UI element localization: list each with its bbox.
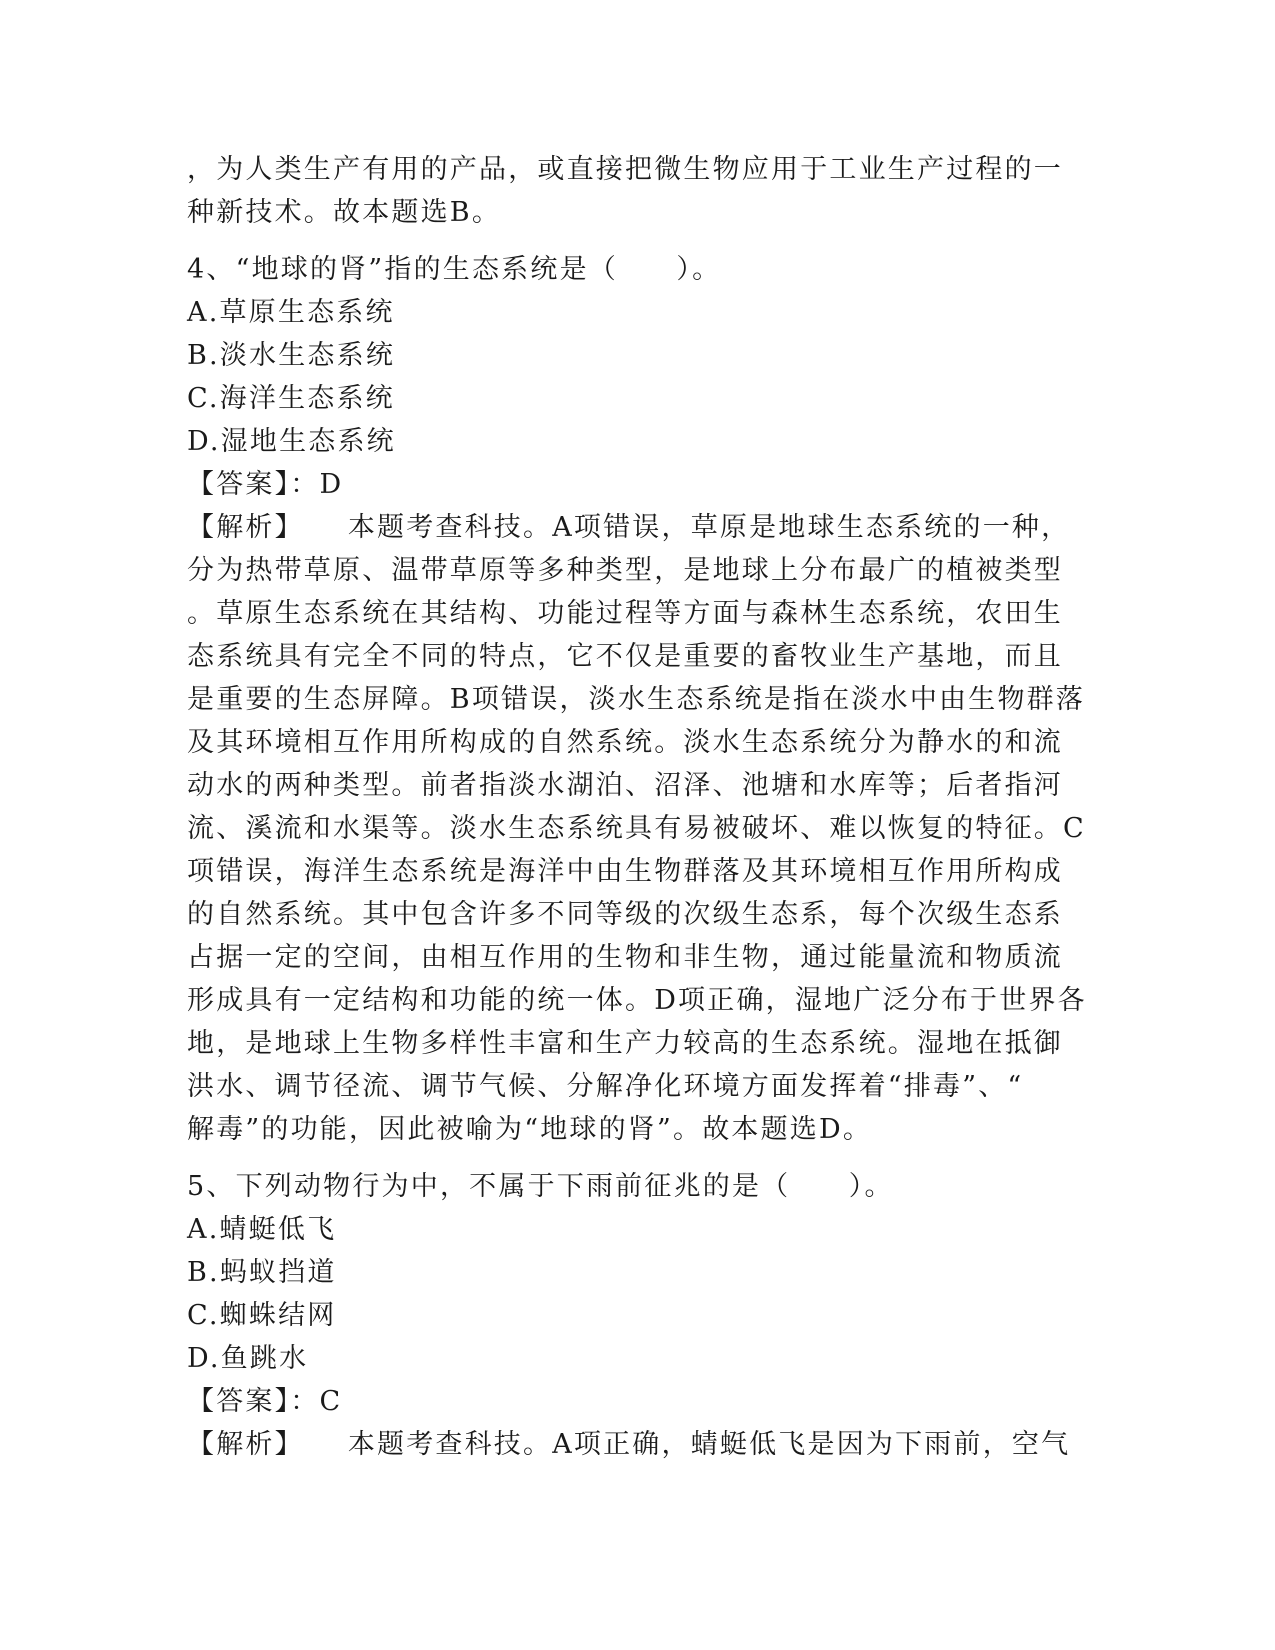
text-line: ，为人类生产有用的产品，或直接把微生物应用于工业生产过程的一 — [187, 154, 1063, 185]
option-d: D.鱼跳水 — [187, 1343, 309, 1374]
option-a: A.蜻蜓低飞 — [187, 1214, 337, 1245]
option-c: C.蜘蛛结网 — [187, 1300, 337, 1331]
analysis-label: 【解析】 — [187, 1429, 304, 1460]
option-c: C.海洋生态系统 — [187, 383, 395, 414]
option-d: D.湿地生态系统 — [187, 426, 396, 457]
analysis-line: 占据一定的空间，由相互作用的生物和非生物，通过能量流和物质流 — [187, 942, 1063, 973]
option-b: B.蚂蚁挡道 — [187, 1257, 337, 1288]
answer-value: C — [319, 1386, 343, 1417]
page-content — [187, 148, 1087, 1466]
text-line: 种新技术。故本题选B。 — [187, 197, 502, 228]
option-a: A.草原生态系统 — [187, 297, 395, 328]
analysis-line: 项错误，海洋生态系统是海洋中由生物群落及其环境相互作用所构成 — [187, 856, 1063, 887]
analysis-line: 洪水、调节径流、调节气候、分解净化环境方面发挥着“排毒”、“ — [187, 1071, 1024, 1102]
question-5 — [187, 1165, 1087, 1466]
analysis-first-line — [187, 1423, 1087, 1466]
analysis-line: 。草原生态系统在其结构、功能过程等方面与森林生态系统，农田生 — [187, 598, 1063, 629]
analysis-line: 分为热带草原、温带草原等多种类型，是地球上分布最广的植被类型 — [187, 555, 1063, 586]
answer-value: D — [319, 469, 344, 500]
answer-line — [187, 1380, 1087, 1423]
analysis-line: 态系统具有完全不同的特点，它不仅是重要的畜牧业生产基地，而且 — [187, 641, 1063, 672]
answer-label: 【答案】： — [187, 1386, 320, 1417]
analysis-line: 流、溪流和水渠等。淡水生态系统具有易被破坏、难以恢复的特征。C — [187, 813, 1086, 844]
analysis-line: 动水的两种类型。前者指淡水湖泊、沼泽、池塘和水库等；后者指河 — [187, 770, 1063, 801]
analysis-line: 是重要的生态屏障。B项错误，淡水生态系统是指在淡水中由生物群落 — [187, 684, 1086, 715]
answer-line — [187, 463, 1087, 506]
analysis-line: 地，是地球上生物多样性丰富和生产力较高的生态系统。湿地在抵御 — [187, 1028, 1063, 1059]
analysis-line: 的自然系统。其中包含许多不同等级的次级生态系，每个次级生态系 — [187, 899, 1063, 930]
question-4 — [187, 248, 1087, 1151]
analysis-line: 解毒”的功能，因此被喻为“地球的肾”。故本题选D。 — [187, 1114, 873, 1145]
question-stem: 4、“地球的肾”指的生态系统是（ ）。 — [187, 254, 722, 285]
analysis-text: 本题考查科技。A项正确，蜻蜓低飞是因为下雨前，空气 — [347, 1429, 1071, 1460]
analysis-label: 【解析】 — [187, 512, 304, 543]
analysis-line: 形成具有一定结构和功能的统一体。D项正确，湿地广泛分布于世界各 — [187, 985, 1087, 1016]
analysis-line: 及其环境相互作用所构成的自然系统。淡水生态系统分为静水的和流 — [187, 727, 1063, 758]
question-stem: 5、下列动物行为中，不属于下雨前征兆的是（ ）。 — [187, 1171, 894, 1202]
analysis-text: 本题考查科技。A项错误，草原是地球生态系统的一种， — [347, 512, 1071, 543]
answer-label: 【答案】： — [187, 469, 320, 500]
option-b: B.淡水生态系统 — [187, 340, 396, 371]
analysis-first-line — [187, 506, 1087, 549]
